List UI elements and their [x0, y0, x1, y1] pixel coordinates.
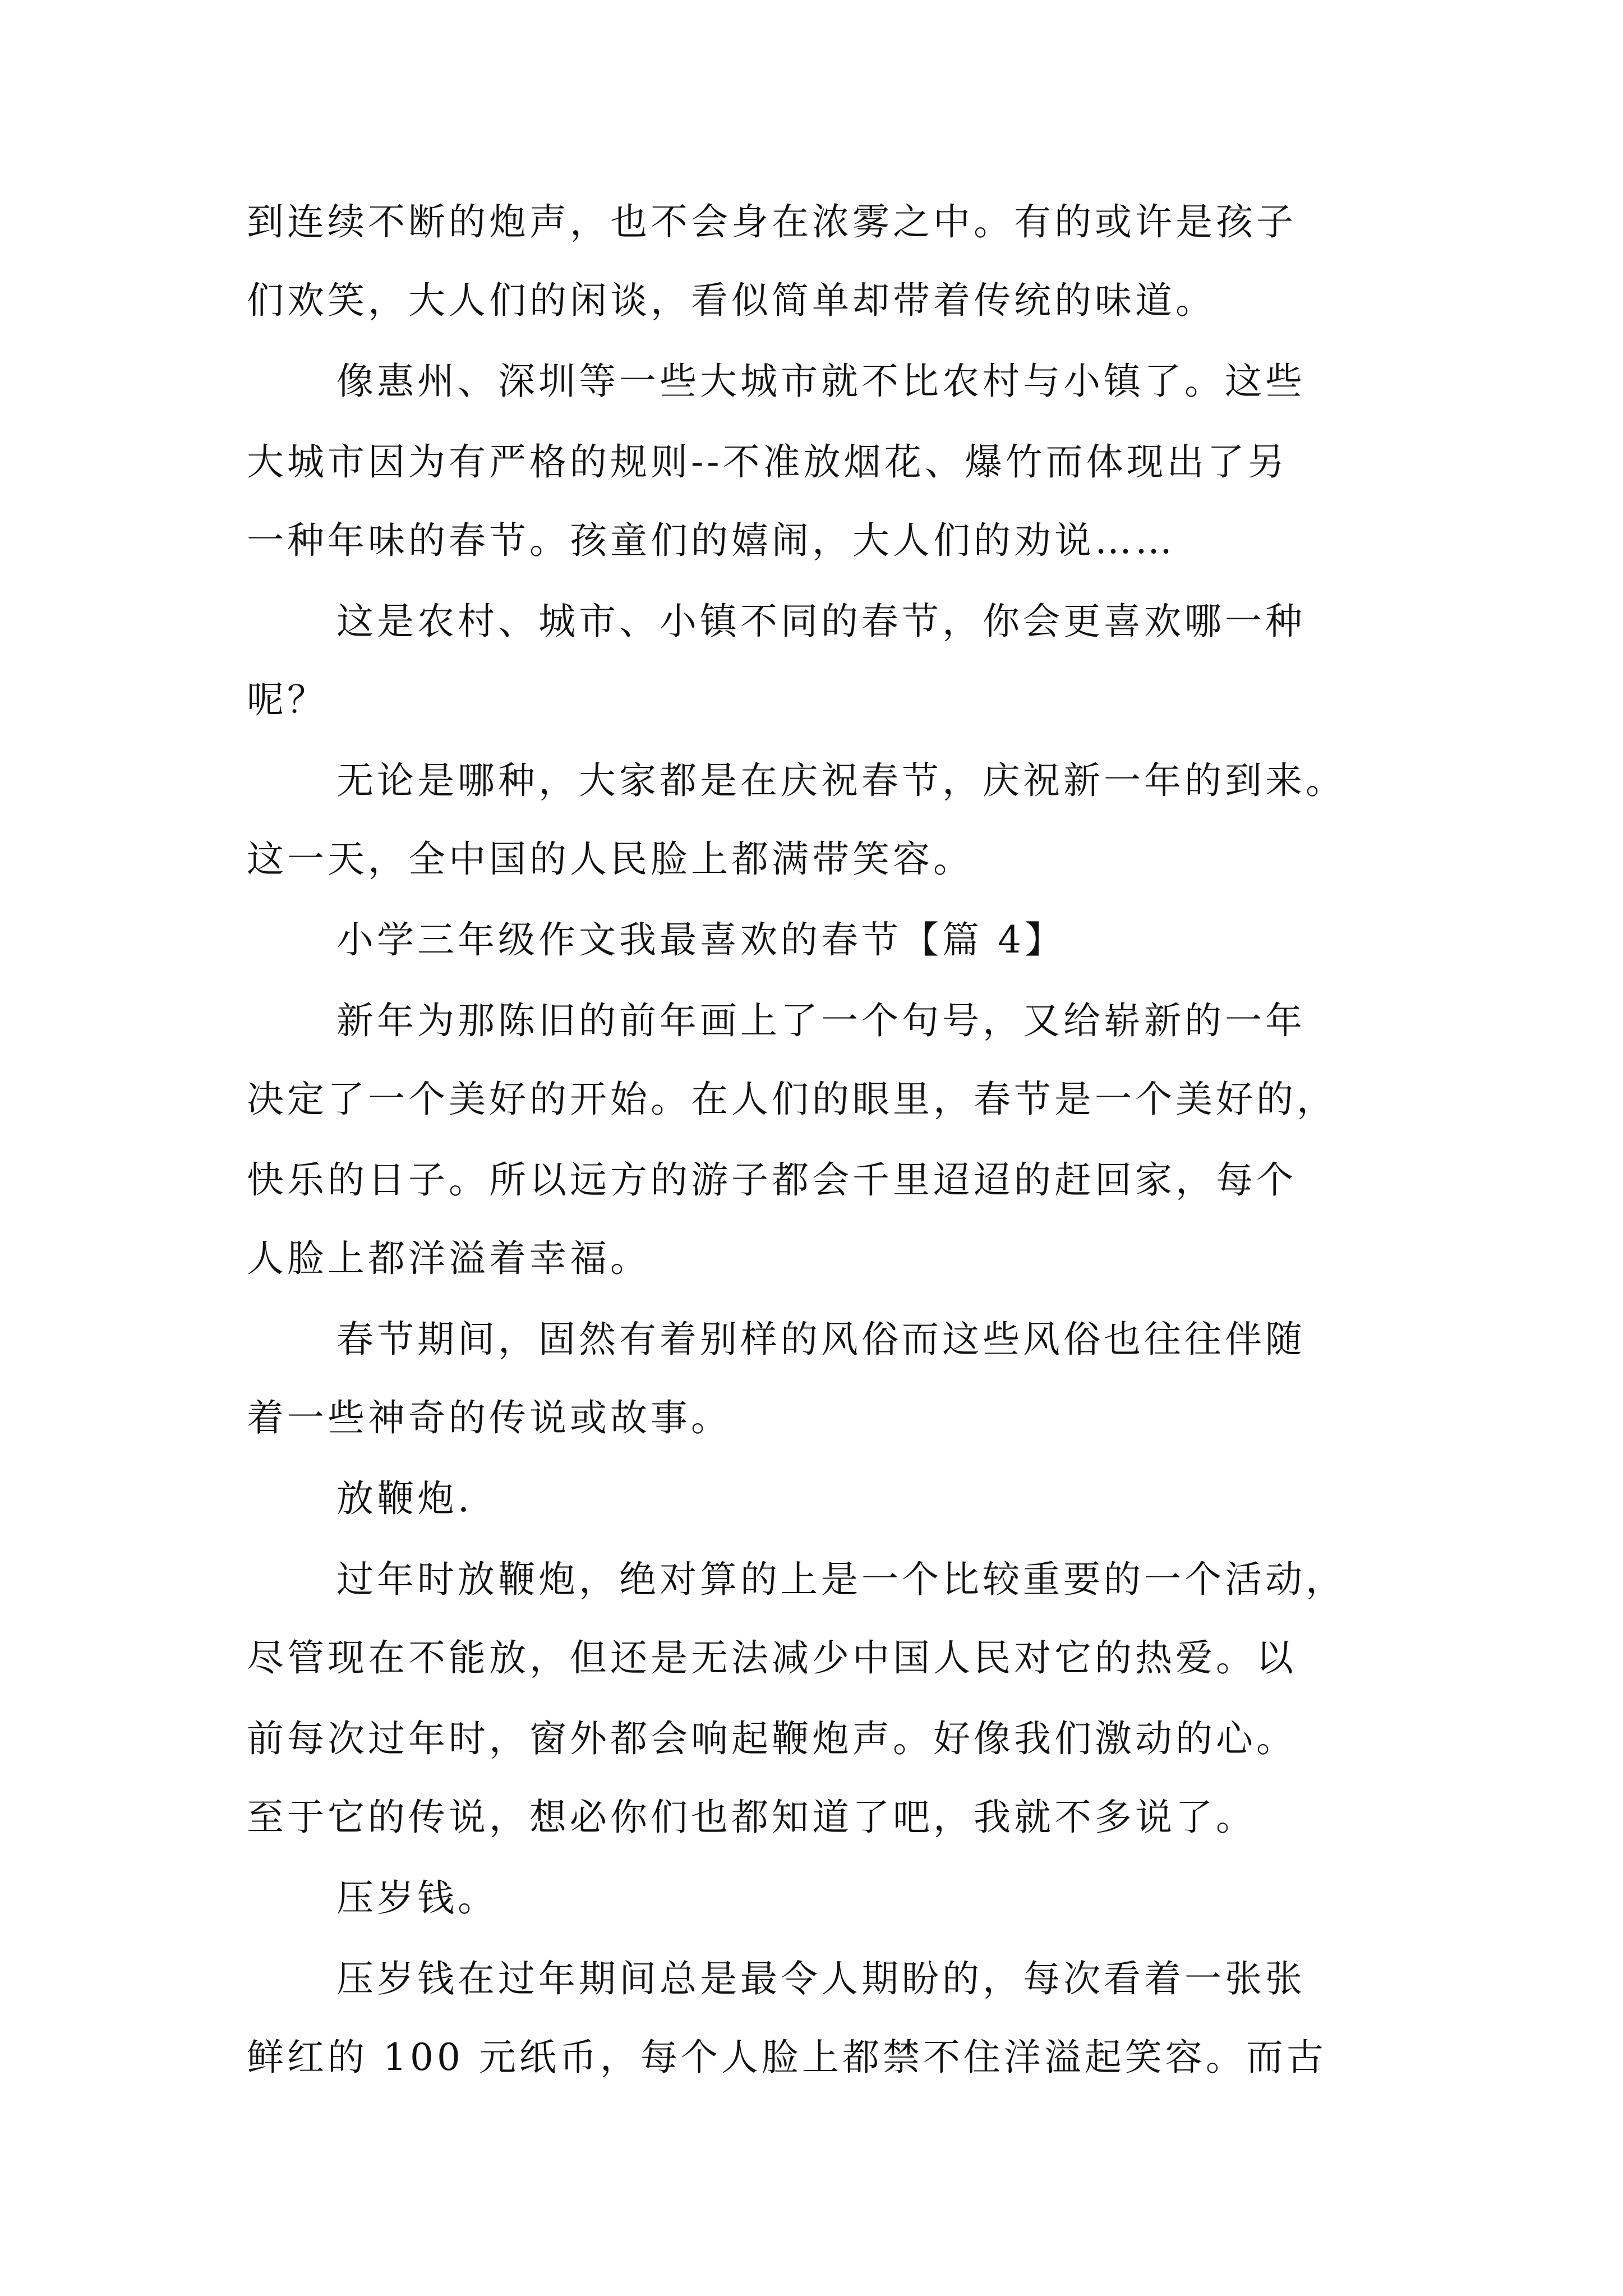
section-heading: 小学三年级作文我最喜欢的春节【篇 4】 — [336, 918, 1065, 961]
text-line: 呢？ — [247, 678, 328, 721]
text-line: 前每次过年时，窗外都会响起鞭炮声。好像我们激动的心。 — [247, 1717, 1297, 1760]
text-line: 无论是哪种，大家都是在庆祝春节，庆祝新一年的到来。 — [336, 759, 1346, 802]
subheading: 放鞭炮. — [336, 1477, 473, 1520]
text-line: 新年为那陈旧的前年画上了一个句号，又给崭新的一年 — [336, 999, 1306, 1042]
text-line: 压岁钱在过年期间总是最令人期盼的，每次看着一张张 — [336, 1957, 1306, 2000]
text-line: 像惠州、深圳等一些大城市就不比农村与小镇了。这些 — [336, 360, 1306, 403]
text-line: 着一些神奇的传说或故事。 — [247, 1396, 731, 1439]
text-line: 至于它的传说，想必你们也都知道了吧，我就不多说了。 — [247, 1796, 1256, 1839]
text-line: 这是农村、城市、小镇不同的春节，你会更喜欢哪一种 — [336, 600, 1306, 643]
text-line: 一种年味的春节。孩童们的嬉闹，大人们的劝说…… — [247, 519, 1175, 562]
text-line: 到连续不断的炮声，也不会身在浓雾之中。有的或许是孩子 — [247, 200, 1297, 243]
text-line: 鲜红的 100 元纸币，每个人脸上都禁不住洋溢起笑容。而古 — [247, 2036, 1327, 2079]
text-line: 过年时放鞭炮，绝对算的上是一个比较重要的一个活动， — [336, 1558, 1346, 1601]
text-line: 决定了一个美好的开始。在人们的眼里，春节是一个美好的， — [247, 1078, 1337, 1121]
subheading: 压岁钱。 — [336, 1876, 498, 1920]
text-line: 大城市因为有严格的规则--不准放烟花、爆竹而体现出了另 — [247, 440, 1288, 484]
text-line: 这一天，全中国的人民脸上都满带笑容。 — [247, 838, 974, 881]
text-line: 尽管现在不能放，但还是无法减少中国人民对它的热爱。以 — [247, 1636, 1297, 1680]
text-line: 们欢笑，大人们的闲谈，看似简单却带着传统的味道。 — [247, 279, 1216, 322]
text-line: 快乐的日子。所以远方的游子都会千里迢迢的赶回家，每个 — [247, 1158, 1297, 1202]
text-line: 人脸上都洋溢着幸福。 — [247, 1237, 651, 1280]
text-line: 春节期间，固然有着别样的风俗而这些风俗也往往伴随 — [336, 1318, 1306, 1361]
